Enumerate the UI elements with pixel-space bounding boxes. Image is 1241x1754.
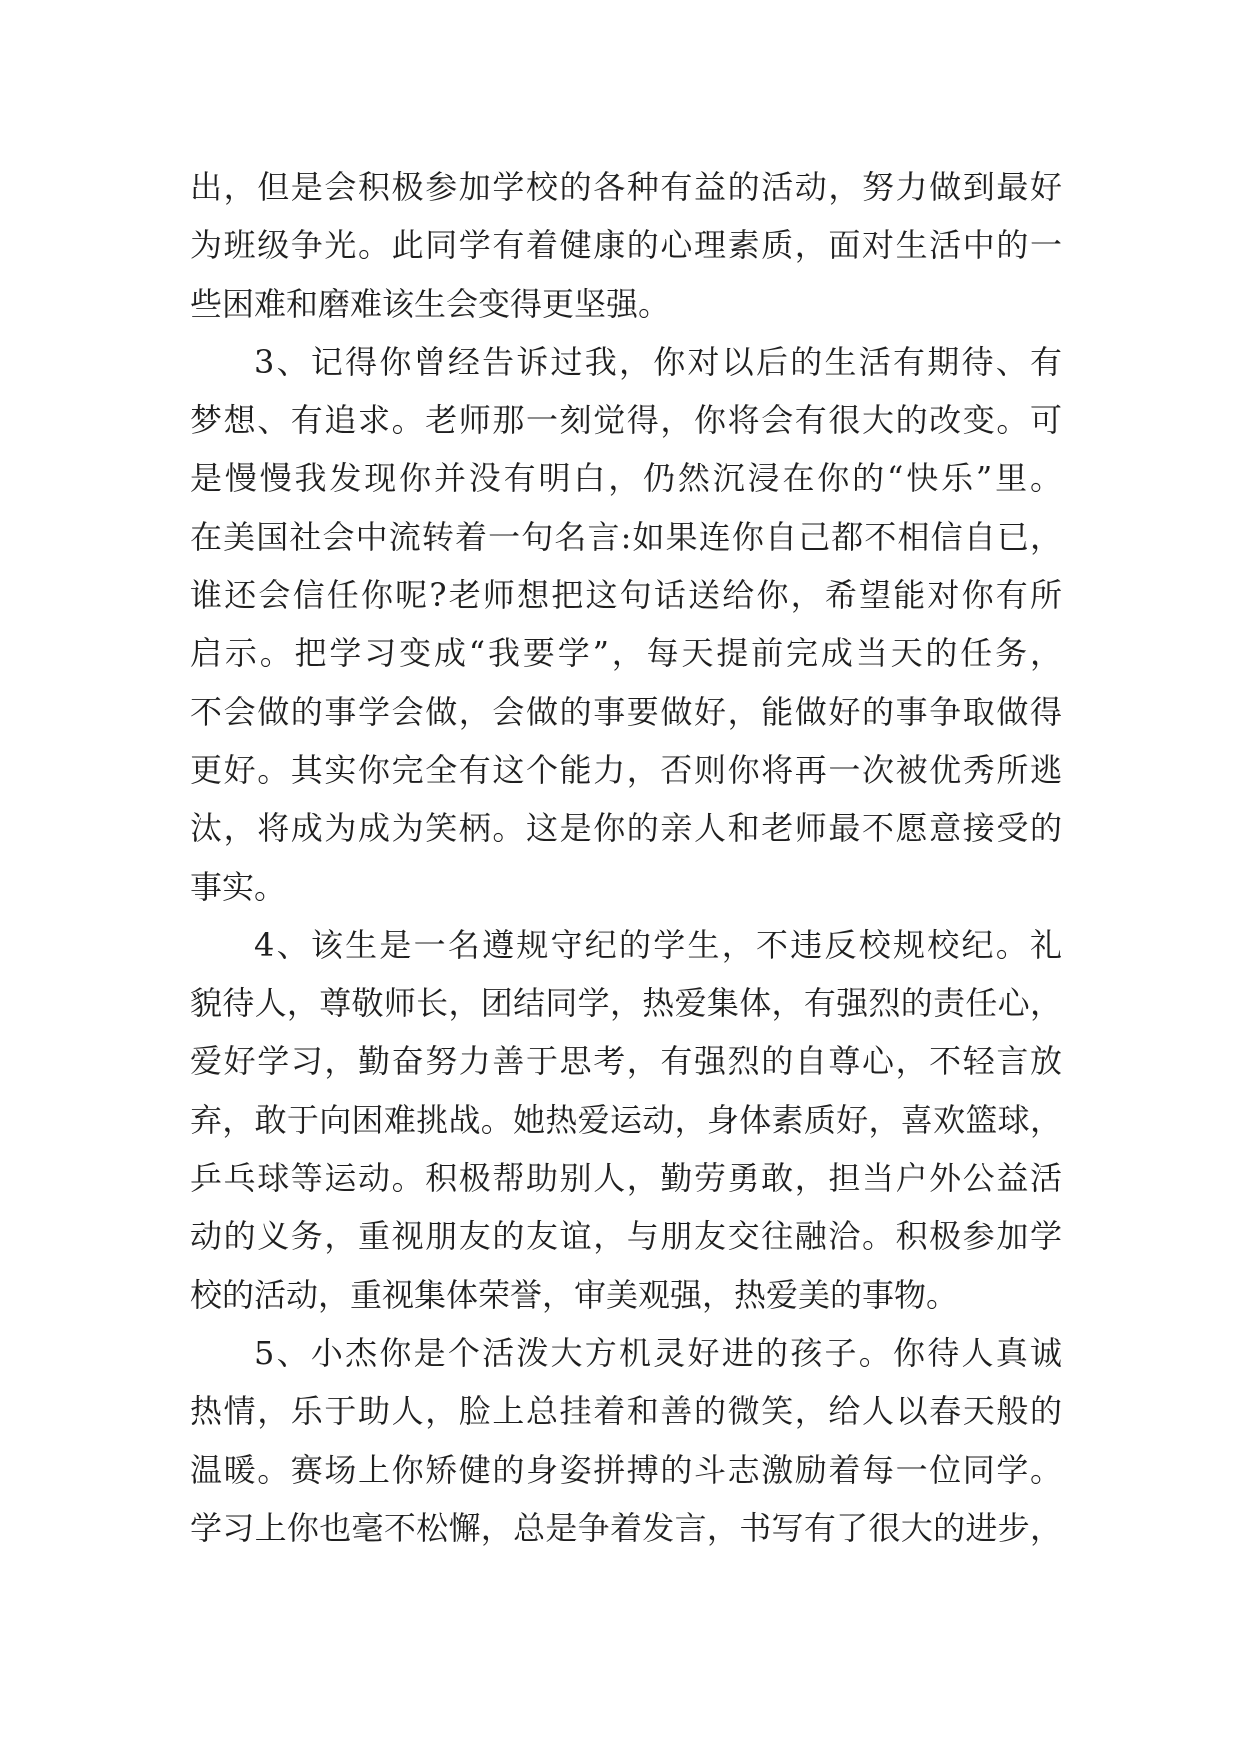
text-line: 梦想、有追求。老师那一刻觉得，你将会有很大的改变。可 <box>190 401 1062 440</box>
text-line: 4、该生是一名遵规守纪的学生，不违反校规校纪。礼 <box>254 925 1062 964</box>
text-line: 是慢慢我发现你并没有明白，仍然沉浸在你的“快乐”里。 <box>190 459 1062 498</box>
text-line: 学习上你也毫不松懈，总是争着发言，书写有了很大的进步， <box>190 1508 1062 1547</box>
text-line: 事实。 <box>190 867 287 906</box>
text-line: 更好。其实你完全有这个能力，否则你将再一次被优秀所逃 <box>190 750 1062 789</box>
text-line: 乒乓球等运动。积极帮助别人，勤劳勇敢，担当户外公益活 <box>190 1159 1062 1198</box>
body-text <box>190 158 1062 1557</box>
text-line: 温暖。赛场上你矫健的身姿拼搏的斗志激励着每一位同学。 <box>190 1450 1062 1489</box>
text-line: 爱好学习，勤奋努力善于思考，有强烈的自尊心，不轻言放 <box>190 1042 1062 1081</box>
text-line: 为班级争光。此同学有着健康的心理素质，面对生活中的一 <box>190 226 1062 265</box>
text-line: 貌待人，尊敬师长，团结同学，热爱集体，有强烈的责任心， <box>190 984 1062 1023</box>
text-line: 5、小杰你是个活泼大方机灵好进的孩子。你待人真诚 <box>254 1333 1062 1372</box>
text-line: 动的义务，重视朋友的友谊，与朋友交往融洽。积极参加学 <box>190 1217 1062 1256</box>
text-line: 在美国社会中流转着一句名言:如果连你自己都不相信自已， <box>190 517 1062 556</box>
text-line: 出，但是会积极参加学校的各种有益的活动，努力做到最好 <box>190 168 1062 206</box>
text-line: 弃，敢于向困难挑战。她热爱运动，身体素质好，喜欢篮球， <box>190 1100 1062 1139</box>
text-line: 些困难和磨难该生会变得更坚强。 <box>190 284 671 323</box>
text-line: 热情，乐于助人，脸上总挂着和善的微笑，给人以春天般的 <box>190 1392 1062 1431</box>
text-line: 谁还会信任你呢?老师想把这句话送给你，希望能对你有所 <box>190 576 1062 615</box>
text-line: 3、记得你曾经告诉过我，你对以后的生活有期待、有 <box>254 342 1062 381</box>
text-line: 汰，将成为成为笑柄。这是你的亲人和老师最不愿意接受的 <box>190 809 1062 848</box>
text-line: 启示。把学习变成“我要学”，每天提前完成当天的任务， <box>190 634 1062 673</box>
text-line: 不会做的事学会做，会做的事要做好，能做好的事争取做得 <box>190 692 1062 731</box>
text-line: 校的活动，重视集体荣誉，审美观强，热爱美的事物。 <box>190 1275 959 1314</box>
